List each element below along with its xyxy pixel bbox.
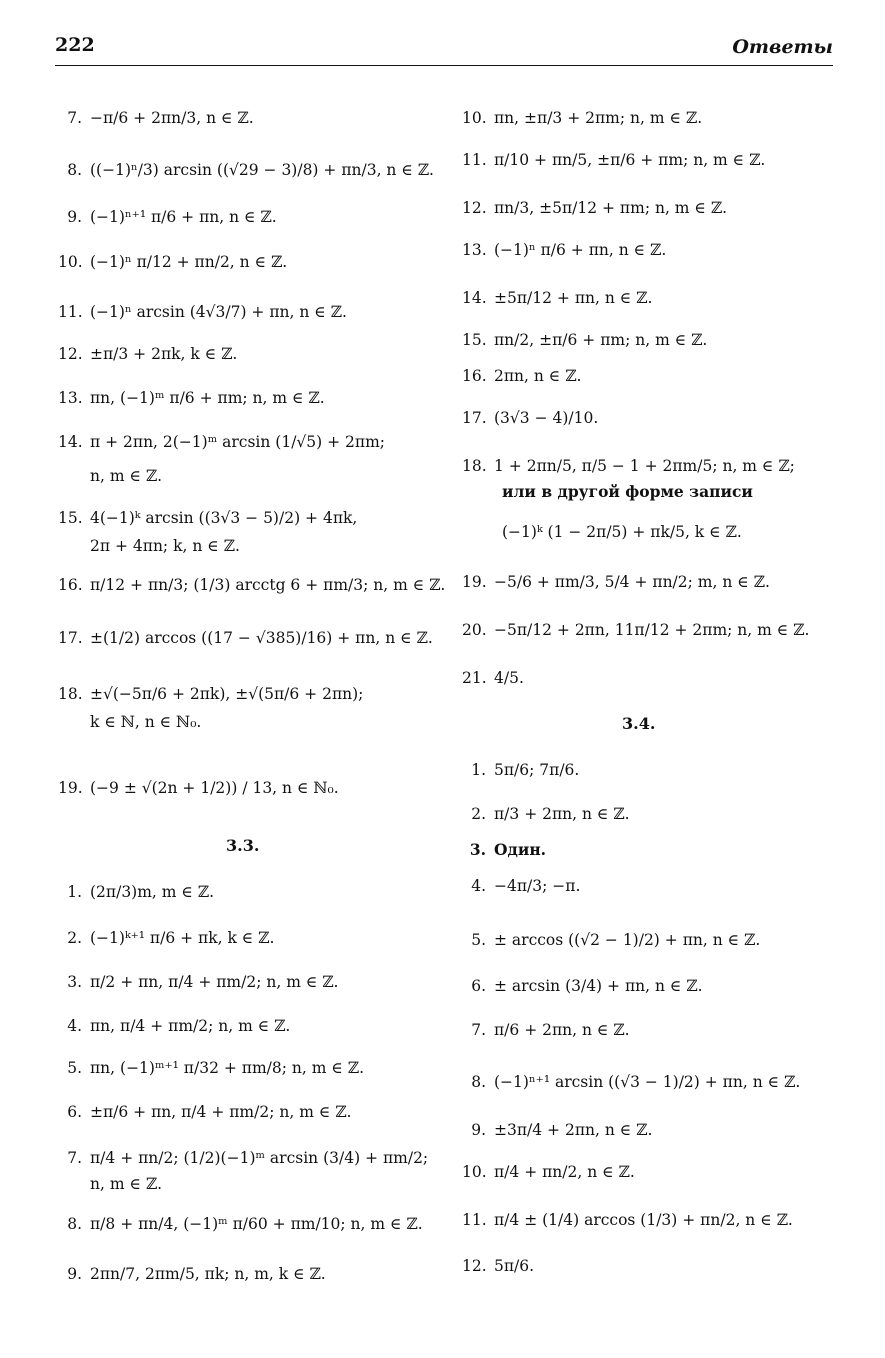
item-answer: π/6 + 2πn, n ∈ ℤ. bbox=[494, 1021, 630, 1039]
page-number: 222 bbox=[55, 34, 95, 56]
item-answer: π/4 + πn/2, n ∈ ℤ. bbox=[494, 1163, 635, 1181]
item-number: 12. bbox=[462, 199, 487, 217]
item-continuation: n, m ∈ ℤ. bbox=[90, 467, 163, 485]
list-item bbox=[58, 928, 274, 948]
item-continuation: или в другой форме записи bbox=[502, 482, 753, 501]
item-number: 14. bbox=[462, 289, 487, 307]
item-answer: 4(−1)ᵏ arcsin ((3√3 − 5)/2) + 4πk, bbox=[90, 509, 358, 527]
item-answer: Один. bbox=[494, 840, 547, 859]
item-number: 14. bbox=[58, 433, 83, 451]
list-item bbox=[462, 150, 765, 170]
item-number: 8. bbox=[67, 161, 82, 179]
list-item bbox=[58, 575, 445, 595]
item-answer: −4π/3; −π. bbox=[494, 877, 581, 895]
list-item bbox=[462, 1072, 800, 1092]
section-title-3-3: 3.3. bbox=[226, 836, 260, 855]
item-number: 3. bbox=[67, 973, 82, 991]
item-answer: ±π/6 + πn, π/4 + πm/2; n, m ∈ ℤ. bbox=[90, 1103, 352, 1121]
item-number: 21. bbox=[462, 669, 487, 687]
list-item bbox=[462, 408, 598, 428]
item-number: 4. bbox=[471, 877, 486, 895]
item-number: 19. bbox=[58, 779, 83, 797]
item-answer: (−1)ⁿ π/12 + πn/2, n ∈ ℤ. bbox=[90, 253, 288, 271]
item-number: 9. bbox=[471, 1121, 486, 1139]
item-number: 10. bbox=[462, 1163, 487, 1181]
item-answer: π/4 + πn/2; (1/2)(−1)ᵐ arcsin (3/4) + πm/2; bbox=[90, 1149, 429, 1167]
list-item bbox=[462, 668, 524, 688]
section-header: Ответы bbox=[732, 36, 833, 58]
list-item bbox=[462, 366, 581, 386]
item-continuation: 2π + 4πn; k, n ∈ ℤ. bbox=[90, 537, 240, 555]
item-answer: 5π/6. bbox=[494, 1257, 535, 1275]
item-answer: ((−1)ⁿ/3) arcsin ((√29 − 3)/8) + πn/3, n ∈ ℤ. bbox=[90, 161, 434, 179]
item-continuation: (−1)ᵏ (1 − 2π/5) + πk/5, k ∈ ℤ. bbox=[502, 523, 742, 541]
item-number: 13. bbox=[462, 241, 487, 259]
list-item bbox=[462, 288, 652, 308]
list-item bbox=[58, 108, 254, 128]
list-item bbox=[58, 628, 433, 648]
item-number: 20. bbox=[462, 621, 487, 639]
list-item bbox=[462, 840, 546, 860]
item-number: 12. bbox=[58, 345, 83, 363]
header-rule bbox=[55, 65, 833, 66]
item-answer: π/4 ± (1/4) arccos (1/3) + πn/2, n ∈ ℤ. bbox=[494, 1211, 793, 1229]
item-answer: 4/5. bbox=[494, 669, 524, 687]
item-answer: (3√3 − 4)/10. bbox=[494, 409, 599, 427]
list-item bbox=[462, 240, 666, 260]
item-number: 7. bbox=[471, 1021, 486, 1039]
item-answer: π/10 + πn/5, ±π/6 + πm; n, m ∈ ℤ. bbox=[494, 151, 766, 169]
list-item bbox=[58, 972, 338, 992]
item-continuation: k ∈ ℕ, n ∈ ℕ₀. bbox=[90, 713, 202, 731]
item-answer: ±5π/12 + πn, n ∈ ℤ. bbox=[494, 289, 653, 307]
item-number: 7. bbox=[67, 109, 82, 127]
item-answer: 1 + 2πn/5, π/5 − 1 + 2πm/5; n, m ∈ ℤ; bbox=[494, 457, 795, 475]
list-item bbox=[462, 198, 727, 218]
list-item bbox=[58, 432, 385, 452]
item-answer: (−1)ⁿ arcsin (4√3/7) + πn, n ∈ ℤ. bbox=[90, 303, 347, 321]
list-item bbox=[462, 108, 702, 128]
item-answer: πn, (−1)ᵐ⁺¹ π/32 + πm/8; n, m ∈ ℤ. bbox=[90, 1059, 364, 1077]
list-item bbox=[462, 976, 703, 996]
list-item bbox=[462, 1120, 652, 1140]
item-number: 15. bbox=[58, 509, 83, 527]
item-answer: 5π/6; 7π/6. bbox=[494, 761, 580, 779]
item-number: 12. bbox=[462, 1257, 487, 1275]
item-number: 7. bbox=[67, 1149, 82, 1167]
item-answer: (−1)ⁿ π/6 + πn, n ∈ ℤ. bbox=[494, 241, 667, 259]
item-answer: −π/6 + 2πn/3, n ∈ ℤ. bbox=[90, 109, 254, 127]
item-answer: ± arccos ((√2 − 1)/2) + πn, n ∈ ℤ. bbox=[494, 931, 761, 949]
item-answer: (−1)ᵏ⁺¹ π/6 + πk, k ∈ ℤ. bbox=[90, 929, 275, 947]
list-item bbox=[462, 572, 770, 592]
list-item bbox=[58, 1214, 423, 1234]
item-number: 17. bbox=[462, 409, 487, 427]
list-item bbox=[462, 620, 809, 640]
list-item bbox=[58, 302, 347, 322]
list-item bbox=[462, 1256, 534, 1276]
item-number: 13. bbox=[58, 389, 83, 407]
list-item bbox=[58, 388, 325, 408]
item-number: 2. bbox=[67, 929, 82, 947]
item-number: 15. bbox=[462, 331, 487, 349]
list-item bbox=[462, 1210, 793, 1230]
item-number: 16. bbox=[462, 367, 487, 385]
item-number: 10. bbox=[58, 253, 83, 271]
item-number: 18. bbox=[58, 685, 83, 703]
item-number: 9. bbox=[67, 1265, 82, 1283]
list-item bbox=[462, 330, 707, 350]
list-item bbox=[58, 160, 434, 180]
item-answer: π/3 + 2πn, n ∈ ℤ. bbox=[494, 805, 630, 823]
item-answer: πn/3, ±5π/12 + πm; n, m ∈ ℤ. bbox=[494, 199, 728, 217]
item-answer: (2π/3)m, m ∈ ℤ. bbox=[90, 883, 215, 901]
item-number: 1. bbox=[67, 883, 82, 901]
item-number: 18. bbox=[462, 457, 487, 475]
item-answer: ± arcsin (3/4) + πn, n ∈ ℤ. bbox=[494, 977, 703, 995]
list-item bbox=[58, 1058, 364, 1078]
item-answer: π/8 + πn/4, (−1)ᵐ π/60 + πm/10; n, m ∈ ℤ. bbox=[90, 1215, 423, 1233]
item-number: 3. bbox=[469, 840, 486, 859]
list-item bbox=[58, 778, 339, 798]
item-answer: ±√(−5π/6 + 2πk), ±√(5π/6 + 2πn); bbox=[90, 685, 364, 703]
item-number: 11. bbox=[462, 151, 487, 169]
item-answer: ±π/3 + 2πk, k ∈ ℤ. bbox=[90, 345, 238, 363]
item-number: 2. bbox=[471, 805, 486, 823]
list-item bbox=[462, 760, 579, 780]
item-number: 8. bbox=[67, 1215, 82, 1233]
item-number: 4. bbox=[67, 1017, 82, 1035]
item-answer: πn, (−1)ᵐ π/6 + πm; n, m ∈ ℤ. bbox=[90, 389, 325, 407]
item-answer: (−9 ± √(2n + 1/2)) / 13, n ∈ ℕ₀. bbox=[90, 779, 339, 797]
list-item bbox=[462, 930, 760, 950]
item-continuation: n, m ∈ ℤ. bbox=[90, 1175, 163, 1193]
item-answer: (−1)ⁿ⁺¹ π/6 + πn, n ∈ ℤ. bbox=[90, 208, 277, 226]
item-number: 5. bbox=[67, 1059, 82, 1077]
list-item bbox=[462, 1162, 635, 1182]
list-item bbox=[462, 1020, 630, 1040]
item-number: 8. bbox=[471, 1073, 486, 1091]
item-answer: 2πn/7, 2πm/5, πk; n, m, k ∈ ℤ. bbox=[90, 1265, 326, 1283]
item-number: 10. bbox=[462, 109, 487, 127]
list-item bbox=[58, 344, 237, 364]
item-number: 19. bbox=[462, 573, 487, 591]
list-item bbox=[462, 804, 630, 824]
item-answer: πn, π/4 + πm/2; n, m ∈ ℤ. bbox=[90, 1017, 291, 1035]
list-item bbox=[58, 1016, 290, 1036]
item-answer: −5/6 + πm/3, 5/4 + πn/2; m, n ∈ ℤ. bbox=[494, 573, 770, 591]
item-number: 17. bbox=[58, 629, 83, 647]
item-number: 6. bbox=[67, 1103, 82, 1121]
section-title-3-4: 3.4. bbox=[622, 714, 656, 733]
list-item bbox=[58, 1102, 351, 1122]
item-answer: πn/2, ±π/6 + πm; n, m ∈ ℤ. bbox=[494, 331, 708, 349]
item-number: 5. bbox=[471, 931, 486, 949]
list-item bbox=[462, 456, 795, 476]
item-answer: π + 2πn, 2(−1)ᵐ arcsin (1/√5) + 2πm; bbox=[90, 433, 386, 451]
item-answer: −5π/12 + 2πn, 11π/12 + 2πm; n, m ∈ ℤ. bbox=[494, 621, 810, 639]
item-number: 1. bbox=[471, 761, 486, 779]
item-answer: π/12 + πn/3; (1/3) arcctg 6 + πm/3; n, m ∈ ℤ. bbox=[90, 576, 446, 594]
item-answer: ±3π/4 + 2πn, n ∈ ℤ. bbox=[494, 1121, 653, 1139]
item-number: 16. bbox=[58, 576, 83, 594]
item-number: 11. bbox=[58, 303, 83, 321]
item-number: 11. bbox=[462, 1211, 487, 1229]
list-item bbox=[58, 252, 287, 272]
item-answer: (−1)ⁿ⁺¹ arcsin ((√3 − 1)/2) + πn, n ∈ ℤ. bbox=[494, 1073, 801, 1091]
item-answer: π/2 + πn, π/4 + πm/2; n, m ∈ ℤ. bbox=[90, 973, 339, 991]
item-answer: ±(1/2) arccos ((17 − √385)/16) + πn, n ∈ ℤ. bbox=[90, 629, 433, 647]
list-item bbox=[58, 508, 357, 528]
item-number: 9. bbox=[67, 208, 82, 226]
item-answer: πn, ±π/3 + 2πm; n, m ∈ ℤ. bbox=[494, 109, 703, 127]
list-item bbox=[58, 1148, 428, 1168]
list-item bbox=[58, 882, 214, 902]
item-answer: 2πn, n ∈ ℤ. bbox=[494, 367, 582, 385]
list-item bbox=[58, 684, 363, 704]
item-number: 6. bbox=[471, 977, 486, 995]
list-item bbox=[58, 1264, 326, 1284]
list-item bbox=[462, 876, 580, 896]
list-item bbox=[58, 207, 277, 227]
